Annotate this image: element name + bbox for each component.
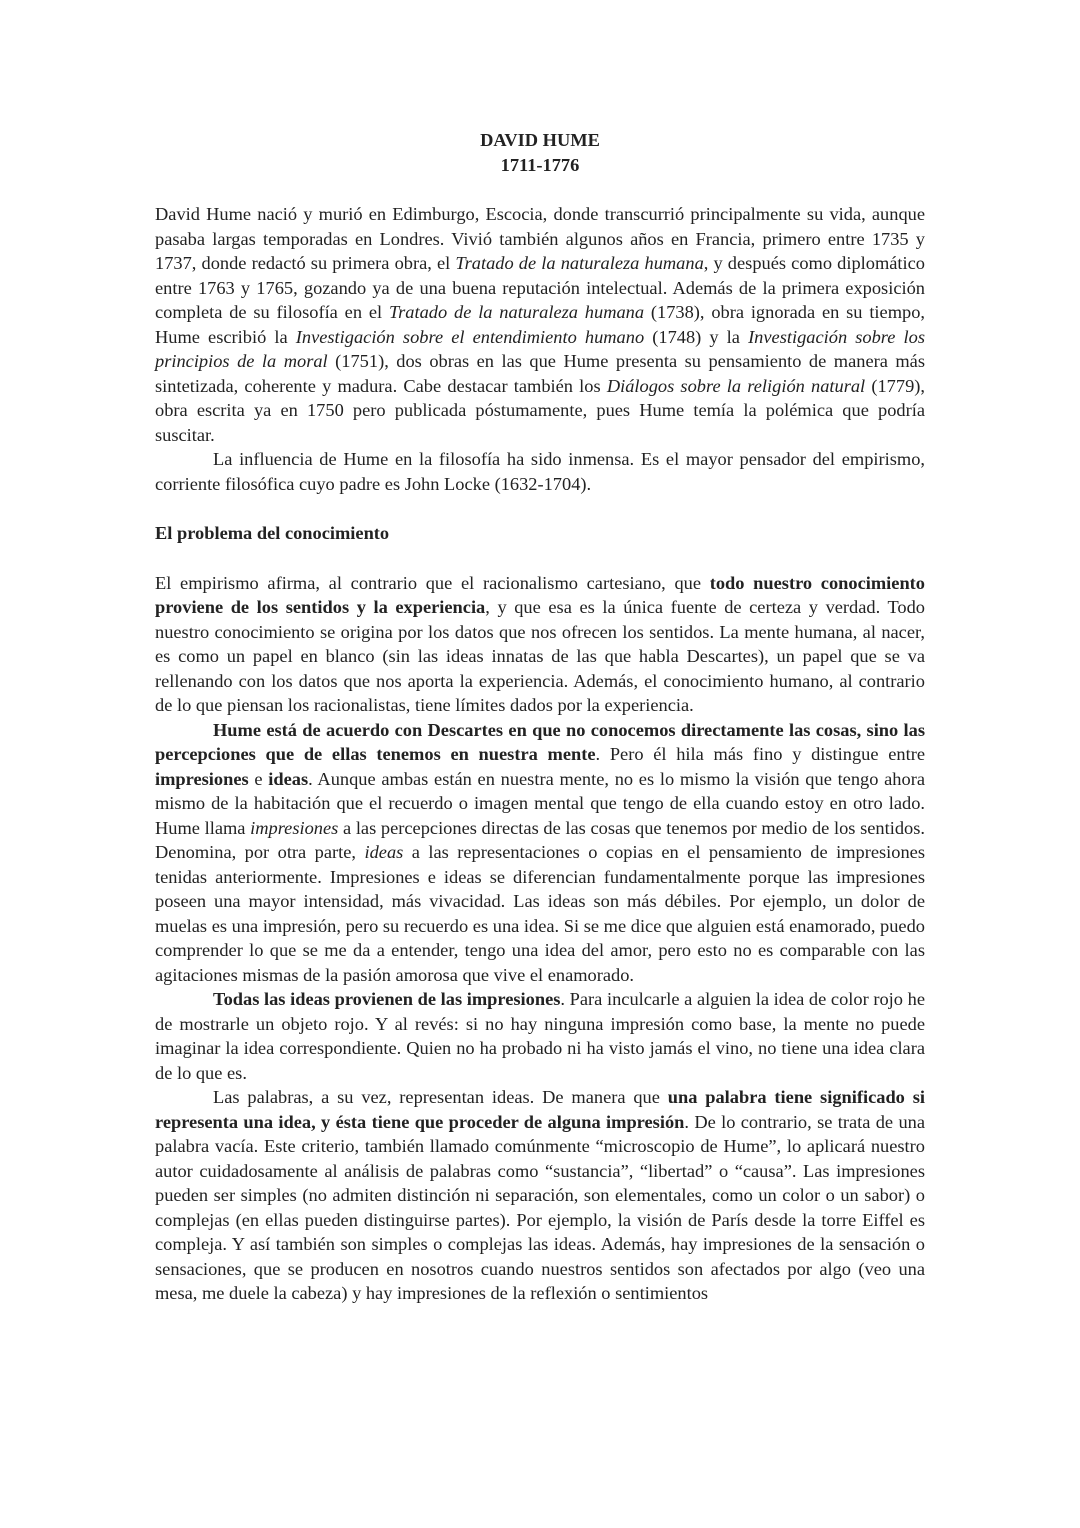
text-run: . De lo contrario, se trata de una palabra vacía. Este criterio, también llamado comúnmente “microscopio de Hume”, lo aplicará nuestro autor cuidadosamente al análisis de palabras como “sustancia”, “libertad” o “causa”. Las impresiones pueden ser simples (no admiten distinción ni separación, son elementales, como un color o un sabor) o complejas (en ellas pueden distinguirse partes). Por ejemplo, la visión de París desde la torre Eiffel es compleja. Y así también son simples o complejas las ideas. Además, hay impresiones de la sensación o sensaciones, que se producen en nosotros cuando nuestros sentidos son afectados por algo (veo una mesa, me duele la cabeza) y hay impresiones de la reflexión o sentimientos xyxy=(155,1111,925,1303)
work-title: Tratado de la naturaleza humana xyxy=(388,302,645,322)
text-run: , y después como diplomático entre 1763 y 1765, gozando ya de una buena reputación intelectual. Además de la primera exposición completa de su filosofía en el xyxy=(155,253,925,322)
text-run: (1738), obra ignorada en su tiempo, Hume escribió la xyxy=(155,302,925,347)
title-block xyxy=(155,128,925,177)
bold-run: Todas las ideas provienen de las impresiones xyxy=(213,989,561,1009)
text-run: a las representaciones o copias en el pensamiento de impresiones tenidas anteriormente. Impresiones e ideas se diferencian fundamentalmente porque las impresiones poseen una mayor intensidad, más vivacidad. Las ideas son más débiles. Por ejemplo, un dolor de muelas es una impresión, pero su recuerdo es una idea. Si se me dice que alguien está enamorado, puedo comprender lo que se me da a entender, tengo una idea del amor, pero esto no es comparable con las agitaciones mismas de la pasión amorosa que vive el enamorado. xyxy=(155,842,925,985)
ideas-origin-paragraph xyxy=(155,987,925,1085)
bold-run: una palabra tiene significado si representa una idea, y ésta tiene que proceder de alguna impresión xyxy=(155,1087,925,1132)
document-title: DAVID HUME xyxy=(480,130,600,150)
bold-run: impresiones xyxy=(155,768,249,789)
bold-run: ideas xyxy=(268,768,309,789)
text-run: David Hume nació y murió en Edimburgo, Escocia, donde transcurrió principalmente su vida, aunque pasaba largas temporadas en Londres. Vivió también algunos años en Francia, primero entre 1735 y 1737, donde redactó su primera obra, el xyxy=(155,204,925,273)
document-page xyxy=(155,128,925,1306)
perceptions-paragraph xyxy=(155,718,925,988)
bold-run: Hume está de acuerdo con Descartes en que no conocemos directamente las cosas, sino las percepciones que de ellas tenemos en nuestra mente xyxy=(155,719,925,764)
work-title: Diálogos sobre la religión natural xyxy=(606,375,866,396)
text-run: . Pero él hila más fino y distingue entre xyxy=(595,744,925,764)
work-title: Investigación sobre los principios de la moral xyxy=(155,326,925,371)
work-title: Investigación sobre el entendimiento humano xyxy=(295,326,645,347)
section-heading: El problema del conocimiento xyxy=(155,523,390,543)
text-run: El empirismo afirma, al contrario que el racionalismo cartesiano, que xyxy=(155,572,710,593)
text-run: . Aunque ambas están en nuestra mente, no es lo mismo la visión que tengo ahora mismo de la habitación que el recuerdo o imagen mental que tengo de ella cuando estoy en otro lado. Hume llama xyxy=(155,768,925,838)
text-run: (1779), obra escrita ya en 1750 pero publicada póstumamente, pues Hume temía la polémica que podría suscitar. xyxy=(155,375,925,445)
influence-paragraph: La influencia de Hume en la filosofía ha sido inmensa. Es el mayor pensador del empirismo, corriente filosófica cuyo padre es John Locke (1632-1704). xyxy=(155,449,925,494)
words-meaning-paragraph xyxy=(155,1085,925,1306)
text-run: Las palabras, a su vez, representan ideas. De manera que xyxy=(213,1087,668,1107)
work-title: Tratado de la naturaleza humana xyxy=(455,253,704,273)
text-run: . Para inculcarle a alguien la idea de color rojo he de mostrarle un objeto rojo. Y al revés: si no hay ninguna impresión como base, la mente no puede imaginar la idea correspondiente. Quien no ha probado ni ha visto jamás el vino, no tiene una idea clara de lo que es. xyxy=(155,989,925,1083)
text-run: (1748) y la xyxy=(644,326,749,347)
text-run: (1751), dos obras en las que Hume presenta su pensamiento de manera más sintetizada, coherente y madura. Cabe destacar también los xyxy=(155,351,926,396)
document-dates: 1711-1776 xyxy=(500,154,580,175)
biography-paragraph xyxy=(155,202,925,447)
text-run: e xyxy=(248,768,269,789)
empiricism-paragraph xyxy=(155,571,925,718)
text-run: , y que esa es la única fuente de certeza y verdad. Todo nuestro conocimiento se origina por los datos que nos ofrecen los sentidos. La mente humana, al nacer, es como un papel en blanco (sin las ideas innatas de las que habla Descartes), un papel que se va rellenando con los datos que nos aporta la experiencia. Además, el conocimiento humano, al contrario de lo que piensan los racionalistas, tiene límites dados por la experiencia. xyxy=(155,597,925,715)
bold-run: todo nuestro conocimiento proviene de los sentidos y la experiencia xyxy=(155,572,925,617)
italic-term: ideas xyxy=(364,842,404,862)
italic-term: impresiones xyxy=(250,817,339,838)
text-run: a las percepciones directas de las cosas que tenemos por medio de los sentidos. Denomina, por otra parte, xyxy=(155,817,925,862)
